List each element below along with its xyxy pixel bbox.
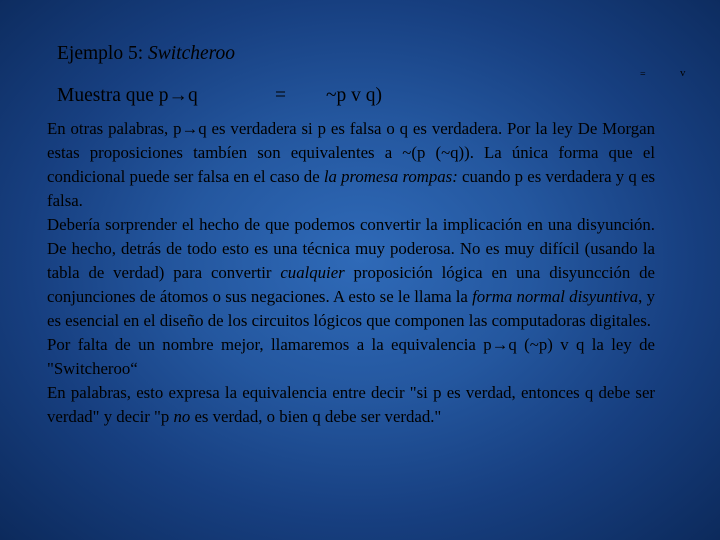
paragraph-4-emphasis-1: no (173, 407, 191, 426)
body-text (47, 117, 655, 429)
paragraph-4-text-1: En palabras, esto expresa la equivalencia entre decir "si p es verdad, entonces q debe ser verdad" y decir "p (47, 383, 655, 426)
subtitle-equals: = (275, 85, 286, 106)
paragraph-1 (47, 117, 655, 213)
title-emphasis: Switcheroo (148, 43, 236, 64)
corner-equals-symbol: = (640, 69, 646, 80)
paragraph-4-text-2: es verdad, o bien q debe ser verdad." (190, 407, 442, 426)
paragraph-1-text-2: cuando p es verdadera y q es falsa. (47, 167, 655, 210)
paragraph-2-text-3: , y es esencial en el diseño de los circuitos lógicos que componen las computadoras digitales. (47, 287, 655, 330)
paragraph-2-text-2: proposición lógica en una disyuncción de conjunciones de átomos o sus negaciones. A esto se le llama la (47, 263, 655, 306)
slide-title (57, 43, 235, 65)
paragraph-2-emphasis-2: forma normal disyuntiva (472, 287, 639, 306)
paragraph-1-emphasis-1: la promesa rompas: (323, 167, 458, 186)
paragraph-2-emphasis-1: cualquier (280, 263, 345, 282)
corner-or-symbol: v (680, 67, 686, 79)
paragraph-1-text-1: En otras palabras, p→q es verdadera si p es falsa o q es verdadera. Por la ley De Morgan estas proposiciones tambíen son equivalentes a ~(p (~q)). La única forma que el condicional puede ser falsa en el caso de (47, 119, 655, 186)
slide-subtitle (57, 85, 383, 107)
paragraph-2-text-1: Debería sorprender el hecho de que podemos convertir la implicación en una disyunción. De hecho, detrás de todo esto es una técnica muy poderosa. No es muy difícil (usando la tabla de verdad) para convertir (47, 215, 655, 282)
paragraph-3-text-1: Por falta de un nombre mejor, llamaremos a la equivalencia p→q (~p) v q la ley de "Switcheroo“ (47, 335, 655, 378)
title-prefix: Ejemplo 5: (57, 43, 148, 64)
subtitle-rhs: ~p v q) (326, 85, 383, 106)
paragraph-3 (47, 333, 655, 381)
paragraph-2 (47, 213, 655, 333)
subtitle-lhs: Muestra que p→q (57, 85, 198, 106)
paragraph-4 (47, 381, 655, 429)
